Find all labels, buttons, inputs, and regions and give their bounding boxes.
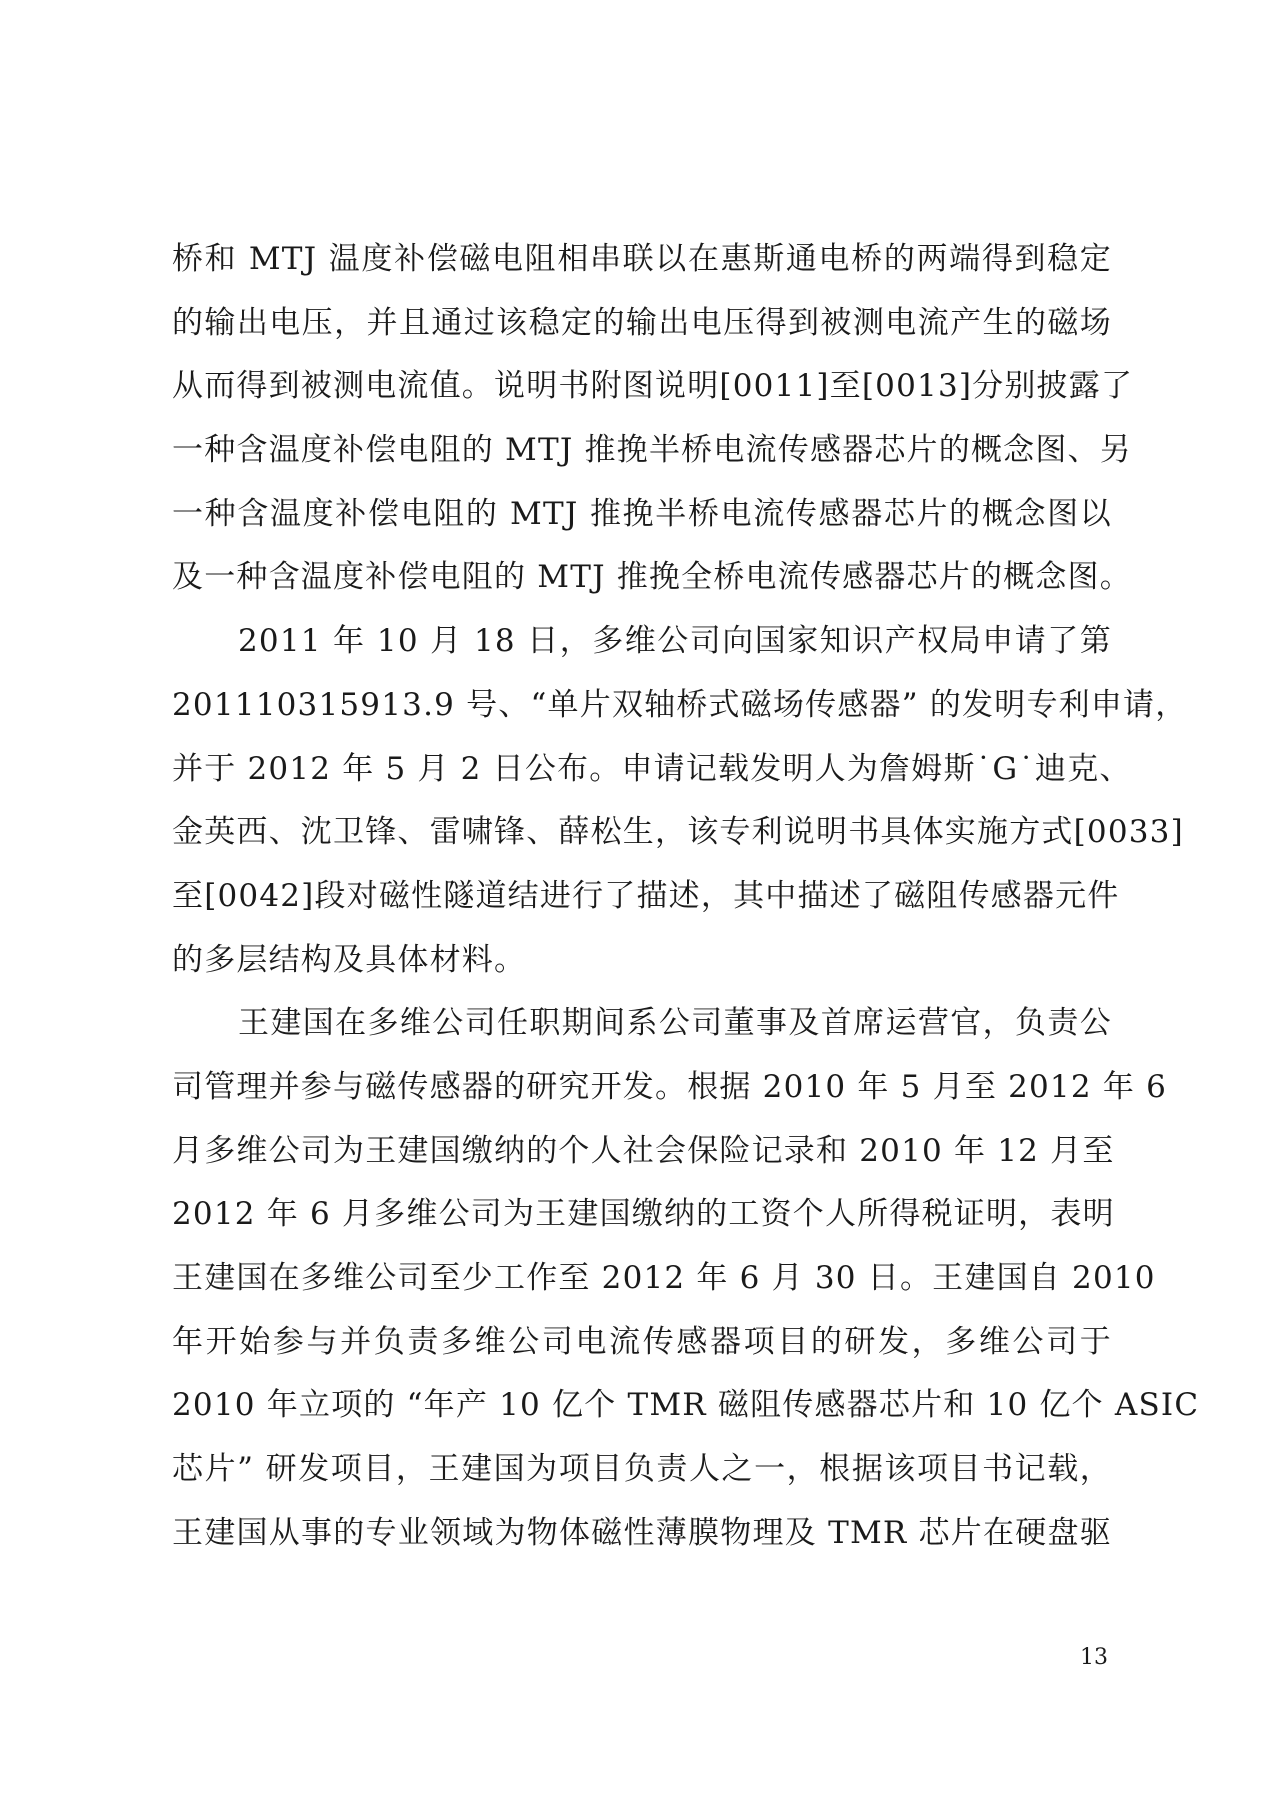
text-line: 2011 年 10 月 18 日，多维公司向国家知识产权局申请了第 xyxy=(238,623,1112,660)
text-line: 司管理并参与磁传感器的研究开发。根据 2010 年 5 月至 2012 年 6 xyxy=(172,1068,1168,1105)
text-line: 并于 2012 年 5 月 2 日公布。申请记载发明人为詹姆斯˙G˙迪克、 xyxy=(172,750,1132,787)
text-line: 一种含温度补偿电阻的 MTJ 推挽半桥电流传感器芯片的概念图以 xyxy=(172,495,1112,532)
text-line: 2012 年 6 月多维公司为王建国缴纳的工资个人所得税证明，表明 xyxy=(172,1196,1115,1233)
page-number: 13 xyxy=(1080,1645,1108,1670)
text-line: 的输出电压，并且通过该稳定的输出电压得到被测电流产生的磁场 xyxy=(172,304,1112,341)
paragraph-1 xyxy=(172,228,1134,610)
paragraph-2 xyxy=(172,610,1188,992)
text-line: 年开始参与并负责多维公司电流传感器项目的研发，多维公司于 xyxy=(172,1323,1112,1360)
text-line: 及一种含温度补偿电阻的 MTJ 推挽全桥电流传感器芯片的概念图。 xyxy=(172,559,1132,596)
document-body xyxy=(172,228,1200,1565)
text-line: 王建国在多维公司至少工作至 2012 年 6 月 30 日。王建国自 2010 xyxy=(172,1260,1156,1296)
text-line: 至[0042]段对磁性隧道结进行了描述，其中描述了磁阻传感器元件 xyxy=(172,877,1120,914)
text-line: 2010 年立项的 “年产 10 亿个 TMR 磁阻传感器芯片和 10 亿个 ASIC xyxy=(172,1387,1200,1424)
text-line: 桥和 MTJ 温度补偿磁电阻相串联以在惠斯通电桥的两端得到稳定 xyxy=(172,241,1112,277)
text-line: 金英西、沈卫锋、雷啸锋、薛松生，该专利说明书具体实施方式[0033] xyxy=(172,814,1184,851)
text-line: 月多维公司为王建国缴纳的个人社会保险记录和 2010 年 12 月至 xyxy=(172,1132,1115,1169)
text-line: 芯片” 研发项目，王建国为项目负责人之一，根据该项目书记载， xyxy=(172,1451,1112,1488)
text-line: 从而得到被测电流值。说明书附图说明[0011]至[0013]分别披露了 xyxy=(172,368,1134,405)
text-line: 一种含温度补偿电阻的 MTJ 推挽半桥电流传感器芯片的概念图、另 xyxy=(172,432,1132,469)
text-line: 201110315913.9 号、“单片双轴桥式磁场传感器” 的发明专利申请， xyxy=(172,686,1188,723)
text-line: 王建国从事的专业领域为物体磁性薄膜物理及 TMR 芯片在硬盘驱 xyxy=(172,1514,1112,1551)
paragraph-3 xyxy=(172,992,1200,1565)
text-line: 的多层结构及具体材料。 xyxy=(172,941,527,978)
text-line: 王建国在多维公司任职期间系公司董事及首席运营官，负责公 xyxy=(238,1005,1112,1042)
